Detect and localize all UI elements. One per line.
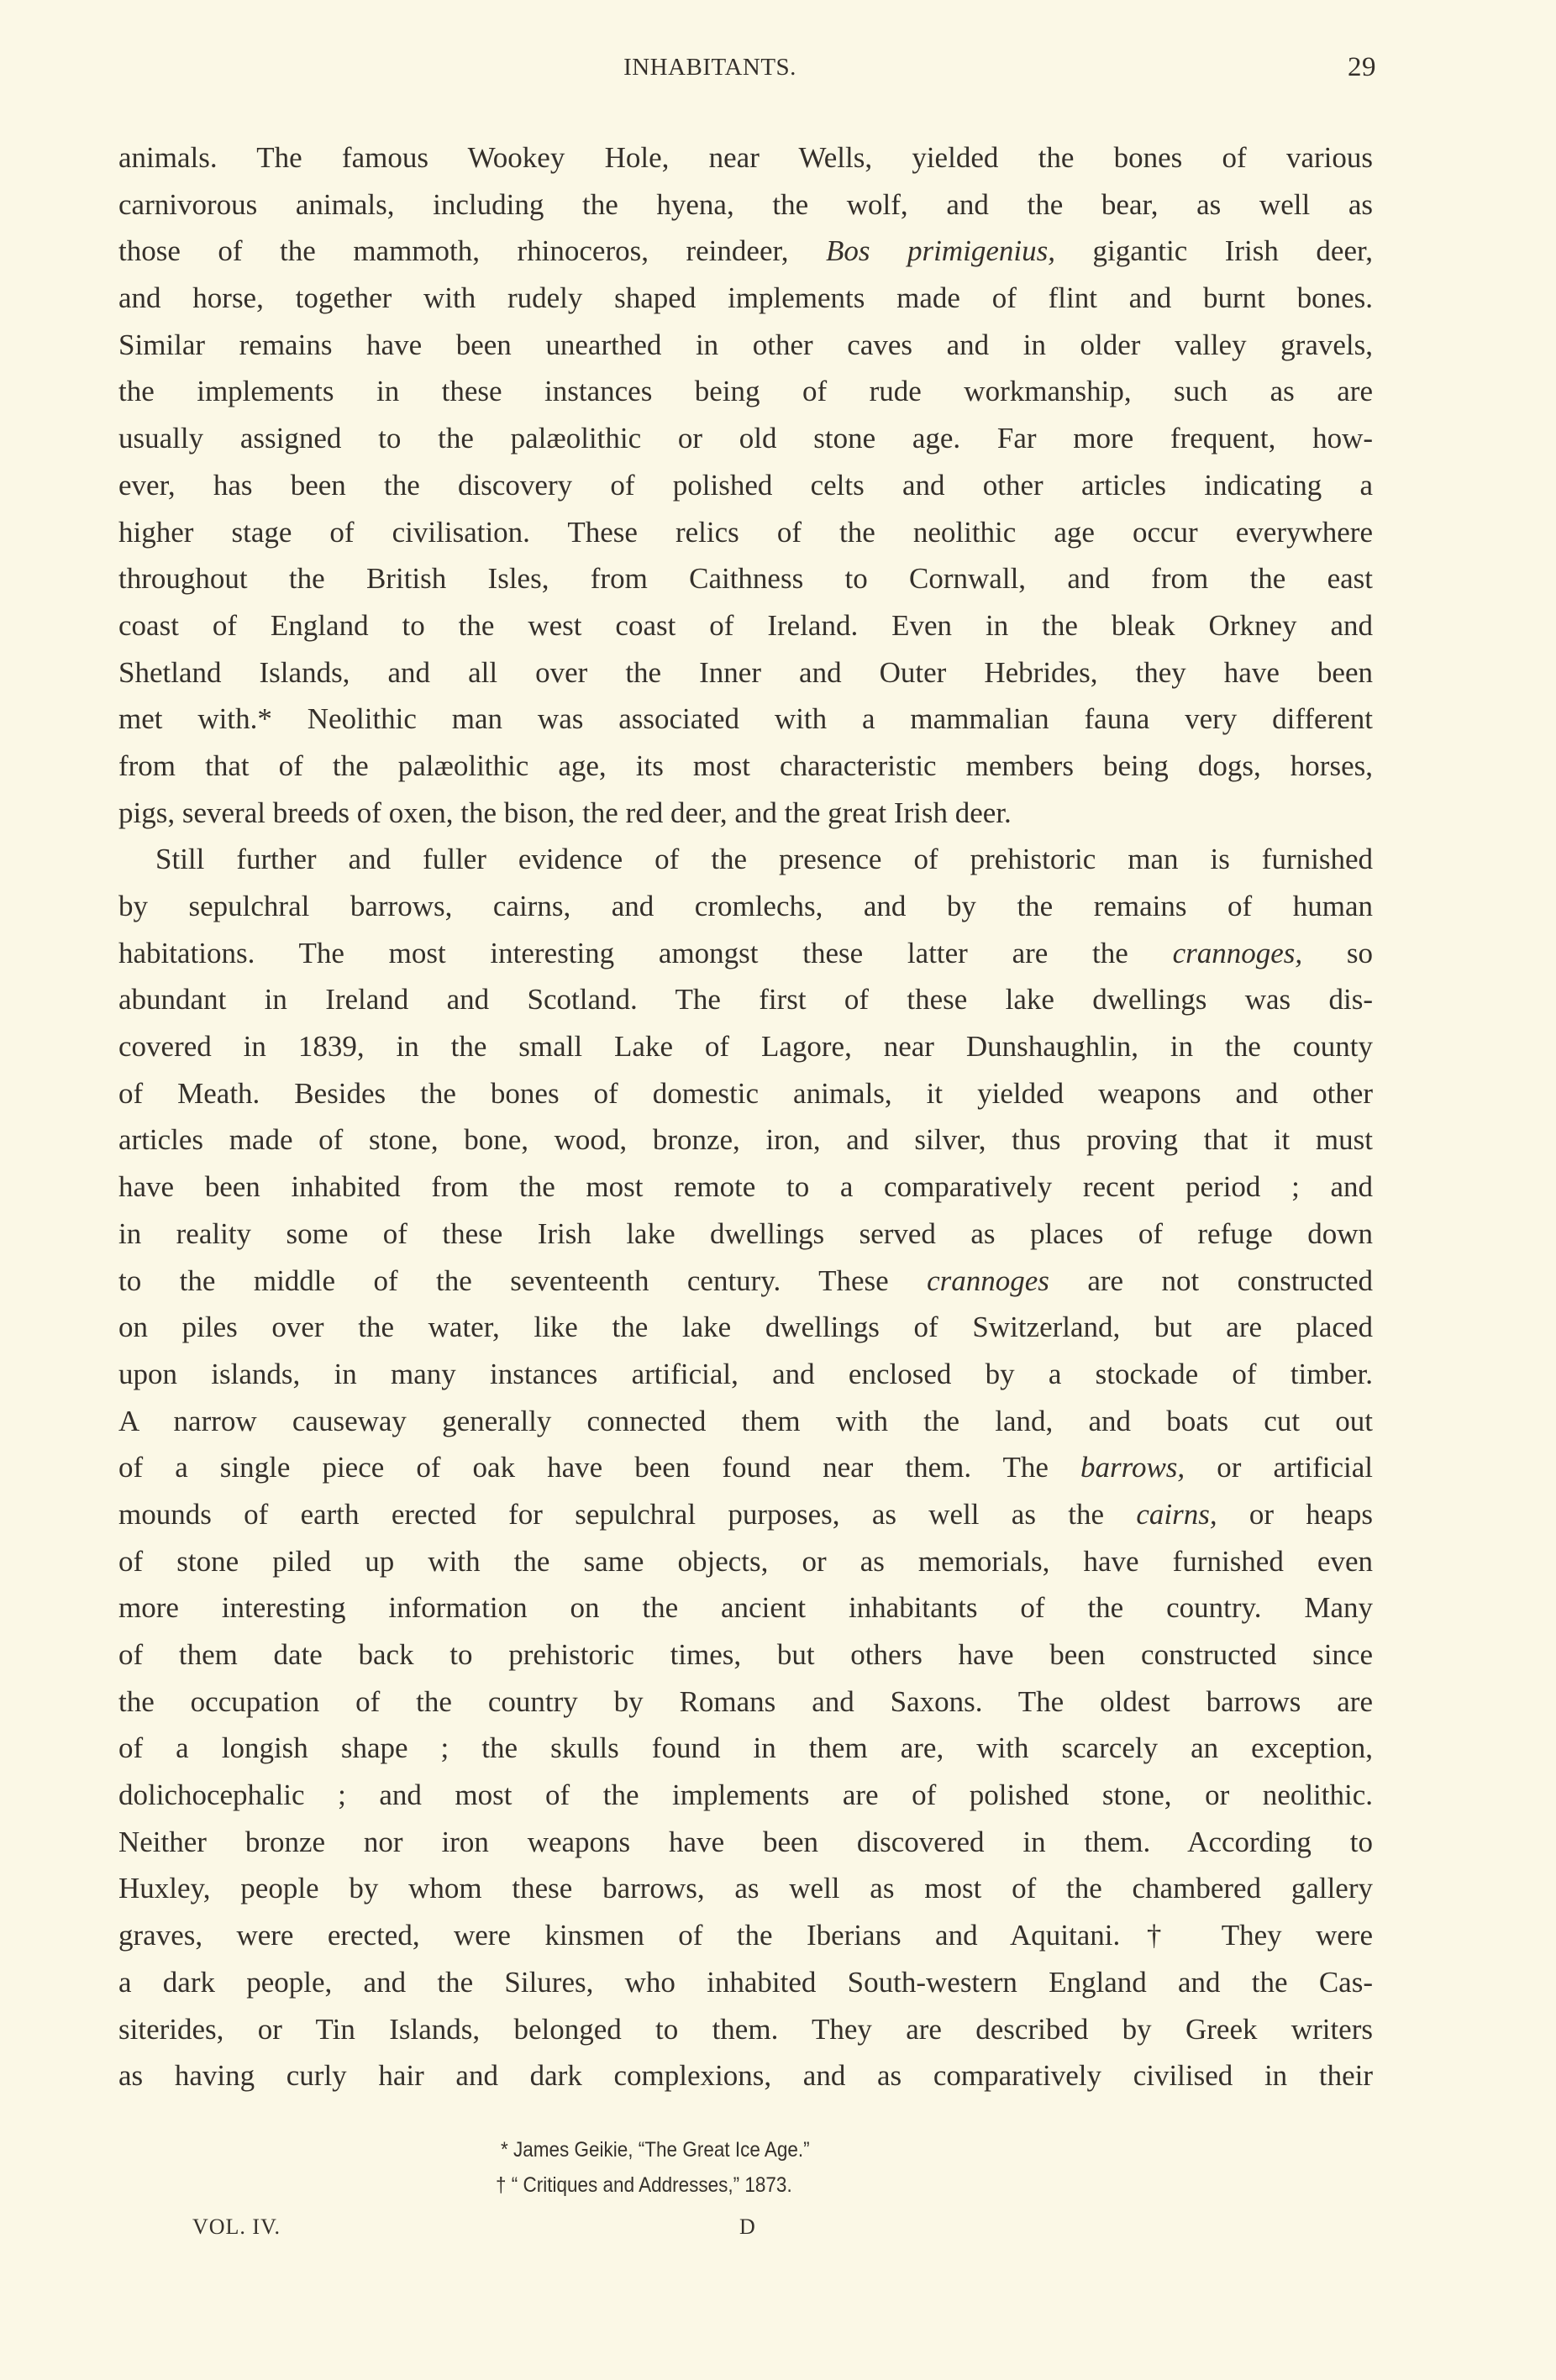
text-segment: of a longish shape ; the skulls found in them are, with scarcely an exception,	[118, 1731, 1373, 1765]
text-segment: Neither bronze nor iron weapons have been discovered in them. According to	[118, 1825, 1373, 1858]
text-segment: graves, were erected, were kinsmen of the Iberians and Aquitani.† They were	[118, 1919, 1373, 1952]
text-line	[118, 602, 1373, 649]
text-segment: the occupation of the country by Romans and Saxons. The oldest barrows are	[118, 1684, 1373, 1718]
text-line	[118, 1819, 1373, 1866]
text-line	[118, 1116, 1373, 1164]
text-line	[118, 275, 1373, 322]
volume-label: VOL. IV.	[192, 2215, 281, 2239]
text-line	[118, 1211, 1373, 1258]
text-segment: habitations. The most interesting amongst these latter are the	[118, 936, 1173, 969]
text-line	[118, 368, 1373, 415]
text-line	[118, 790, 1373, 837]
text-line	[118, 555, 1373, 602]
text-line	[118, 1772, 1373, 1819]
text-line	[118, 743, 1373, 790]
text-segment: carnivorous animals, including the hyena, the wolf, and the bear, as well as	[118, 187, 1373, 221]
text-segment: and horse, together with rudely shaped implements made of flint and burnt bones.	[118, 281, 1373, 315]
text-segment: usually assigned to the palæolithic or old stone age. Far more frequent, how-	[118, 422, 1373, 455]
text-line	[118, 2006, 1373, 2053]
text-line	[118, 134, 1373, 181]
italic-term: crannoges,	[1172, 936, 1303, 969]
text-line	[118, 1070, 1373, 1117]
text-segment: of them date back to prehistoric times, but others have been constructed since	[118, 1638, 1373, 1671]
text-segment: upon islands, in many instances artificial, and enclosed by a stockade of timber.	[118, 1357, 1373, 1390]
italic-term: cairns,	[1136, 1497, 1217, 1531]
text-segment: covered in 1839, in the small Lake of Lagore, near Dunshaughlin, in the county	[118, 1030, 1373, 1064]
text-line	[118, 1164, 1373, 1211]
text-segment: of Meath. Besides the bones of domestic animals, it yielded weapons and other	[118, 1076, 1373, 1110]
text-segment: as having curly hair and dark complexions, and as comparatively civilised in their	[118, 2059, 1373, 2093]
text-segment: animals. The famous Wookey Hole, near Wells, yielded the bones of various	[118, 141, 1373, 174]
text-segment: a dark people, and the Silures, who inhabited South-western England and the Cas-	[118, 1965, 1373, 1999]
text-line	[118, 228, 1373, 275]
text-segment: of a single piece of oak have been found near them. The	[118, 1451, 1081, 1484]
text-segment: have been inhabited from the most remote to a comparatively recent period ; and	[118, 1170, 1373, 1204]
text-line	[118, 1538, 1373, 1585]
footnote-2: † “ Critiques and Addresses,” 1873.	[496, 2173, 792, 2197]
text-segment: so	[1302, 936, 1373, 969]
text-segment: coast of England to the west coast of Ireland. Even in the bleak Orkney and	[118, 608, 1373, 642]
text-line	[118, 883, 1373, 930]
italic-term: crannoges	[927, 1264, 1049, 1297]
running-title: INHABITANTS.	[623, 54, 796, 81]
text-segment: siterides, or Tin Islands, belonged to them. They are described by Greek writers	[118, 2012, 1373, 2046]
text-line	[118, 930, 1373, 977]
text-segment: the implements in these instances being of rude workmanship, such as are	[118, 375, 1373, 408]
text-line	[118, 1912, 1373, 1959]
text-line	[118, 1679, 1373, 1726]
text-segment: are not constructed	[1049, 1264, 1373, 1297]
signature-mark: D	[739, 2215, 756, 2239]
page-number: 29	[1348, 52, 1376, 82]
text-line	[118, 836, 1373, 883]
text-line	[118, 2052, 1373, 2099]
text-segment: those of the mammoth, rhinoceros, reindeer,	[118, 234, 826, 268]
text-line	[118, 1351, 1373, 1398]
text-segment: articles made of stone, bone, wood, bronze, iron, and silver, thus proving that it must	[118, 1123, 1373, 1157]
text-segment: in reality some of these Irish lake dwellings served as places of refuge down	[118, 1216, 1373, 1250]
text-segment: on piles over the water, like the lake dwellings of Switzerland, but are placed	[118, 1311, 1373, 1344]
text-segment: Still further and fuller evidence of the presence of prehistoric man is furnished	[155, 843, 1373, 876]
text-line	[118, 1444, 1373, 1491]
text-segment: more interesting information on the ancient inhabitants of the country. Many	[118, 1591, 1373, 1625]
text-segment: from that of the palæolithic age, its most characteristic members being dogs, horses,	[118, 749, 1373, 782]
text-line	[118, 1023, 1373, 1070]
text-segment: by sepulchral barrows, cairns, and cromlechs, and by the remains of human	[118, 890, 1373, 922]
italic-term: barrows,	[1080, 1451, 1185, 1484]
text-segment: to the middle of the seventeenth century. These	[118, 1264, 928, 1297]
text-line	[118, 1304, 1373, 1351]
text-line	[118, 976, 1373, 1023]
text-line	[118, 509, 1373, 556]
text-segment: Shetland Islands, and all over the Inner and Outer Hebrides, they have been	[118, 655, 1373, 689]
text-segment: Similar remains have been unearthed in other caves and in older valley gravels,	[118, 328, 1373, 361]
text-segment: dolichocephalic ; and most of the implements are of polished stone, or neolithic.	[118, 1778, 1373, 1812]
text-segment: pigs, several breeds of oxen, the bison, the red deer, and the great Irish deer.	[118, 796, 1012, 829]
text-segment: higher stage of civilisation. These relics of the neolithic age occur everywhere	[118, 515, 1373, 549]
text-line	[118, 696, 1373, 743]
text-line	[118, 1584, 1373, 1631]
italic-term: Bos primigenius,	[826, 234, 1055, 268]
text-segment: gigantic Irish deer,	[1054, 234, 1373, 268]
text-line	[118, 649, 1373, 696]
text-segment: A narrow causeway generally connected them with the land, and boats cut out	[118, 1404, 1373, 1437]
text-line	[118, 181, 1373, 229]
text-line	[118, 1398, 1373, 1445]
text-line	[118, 1258, 1373, 1305]
text-line	[118, 322, 1373, 369]
text-line	[118, 415, 1373, 462]
text-segment: of stone piled up with the same objects, or as memorials, have furnished even	[118, 1544, 1373, 1578]
text-line	[118, 1865, 1373, 1912]
text-segment: Huxley, people by whom these barrows, as well as most of the chambered gallery	[118, 1872, 1373, 1905]
text-segment: ever, has been the discovery of polished celts and other articles indicating a	[118, 468, 1373, 502]
text-segment: or heaps	[1217, 1497, 1373, 1531]
text-line	[118, 1491, 1373, 1538]
footnote-1: * James Geikie, “The Great Ice Age.”	[501, 2138, 810, 2162]
text-line	[118, 1959, 1373, 2006]
body-text	[118, 134, 1373, 2099]
text-segment: throughout the British Isles, from Caithness to Cornwall, and from the east	[118, 562, 1373, 596]
text-segment: or artificial	[1185, 1451, 1373, 1484]
text-line	[118, 462, 1373, 509]
text-line	[118, 1725, 1373, 1772]
text-segment: met with.* Neolithic man was associated with a mammalian fauna very different	[118, 702, 1373, 736]
text-segment: abundant in Ireland and Scotland. The first of these lake dwellings was dis-	[118, 983, 1373, 1017]
text-line	[118, 1631, 1373, 1679]
text-segment: mounds of earth erected for sepulchral purposes, as well as the	[118, 1497, 1137, 1531]
